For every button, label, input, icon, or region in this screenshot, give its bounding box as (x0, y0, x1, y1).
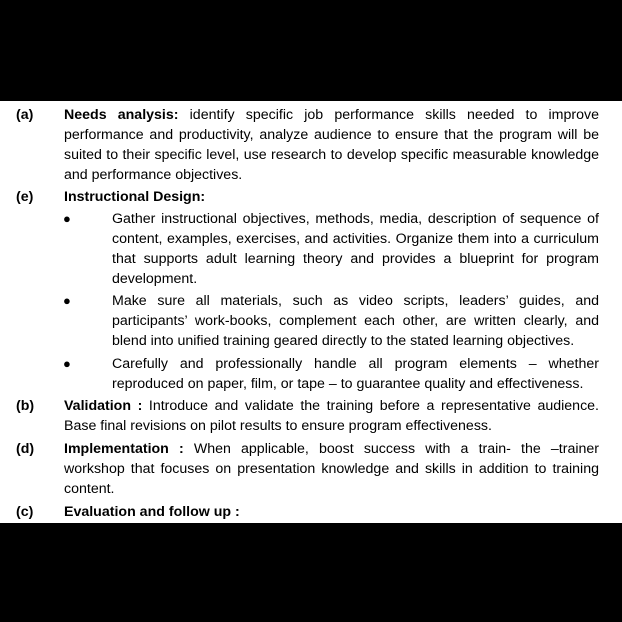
bullet-text: Make sure all materials, such as video scripts, leaders’ guides, and participants’ work-books, complement each other, are written clearly, and blend into unified training geared directly to the stated learning objectives. (112, 293, 599, 349)
item-marker: (c) (16, 504, 34, 520)
bullet-icon: ● (63, 293, 71, 308)
item-marker: (e) (16, 189, 34, 205)
document-page (0, 99, 622, 523)
item-heading: Evaluation and follow up : (64, 504, 240, 520)
item-marker: (d) (16, 441, 35, 457)
item-heading: Needs analysis: (64, 107, 179, 123)
item-text: Introduce and validate the training before a representative audience. Base final revisions on pilot results to ensure program effectiveness. (64, 398, 599, 434)
item-heading: Validation : (64, 398, 143, 414)
item-marker: (b) (16, 398, 35, 414)
item-content (64, 105, 599, 185)
item-content (64, 187, 599, 207)
item-content (64, 396, 599, 436)
item-heading: Implementation : (64, 441, 184, 457)
bullet-icon: ● (63, 356, 71, 371)
item-content (64, 439, 599, 499)
item-text: When applicable, boost success with a train- the –trainer workshop that focuses on presentation knowledge and skills in addition to training content. (64, 441, 599, 497)
bullet-text: Carefully and professionally handle all program elements – whether reproduced on paper, film, or tape – to guarantee quality and effectiveness. (112, 356, 599, 392)
item-heading: Instructional Design: (64, 189, 206, 205)
item-text: identify specific job performance skills needed to improve performance and productivity, analyze audience to ensure that the program will be suited to their specific level, use research to develop specific measurable knowledge and performance objectives. (64, 107, 599, 183)
item-marker: (a) (16, 107, 34, 123)
item-content (64, 502, 599, 522)
bullet-text: Gather instructional objectives, methods, media, description of sequence of content, examples, exercises, and activities. Organize them into a curriculum that supports adult learning theory and provides a blueprint for program development. (112, 211, 599, 287)
bullet-icon: ● (63, 211, 71, 226)
